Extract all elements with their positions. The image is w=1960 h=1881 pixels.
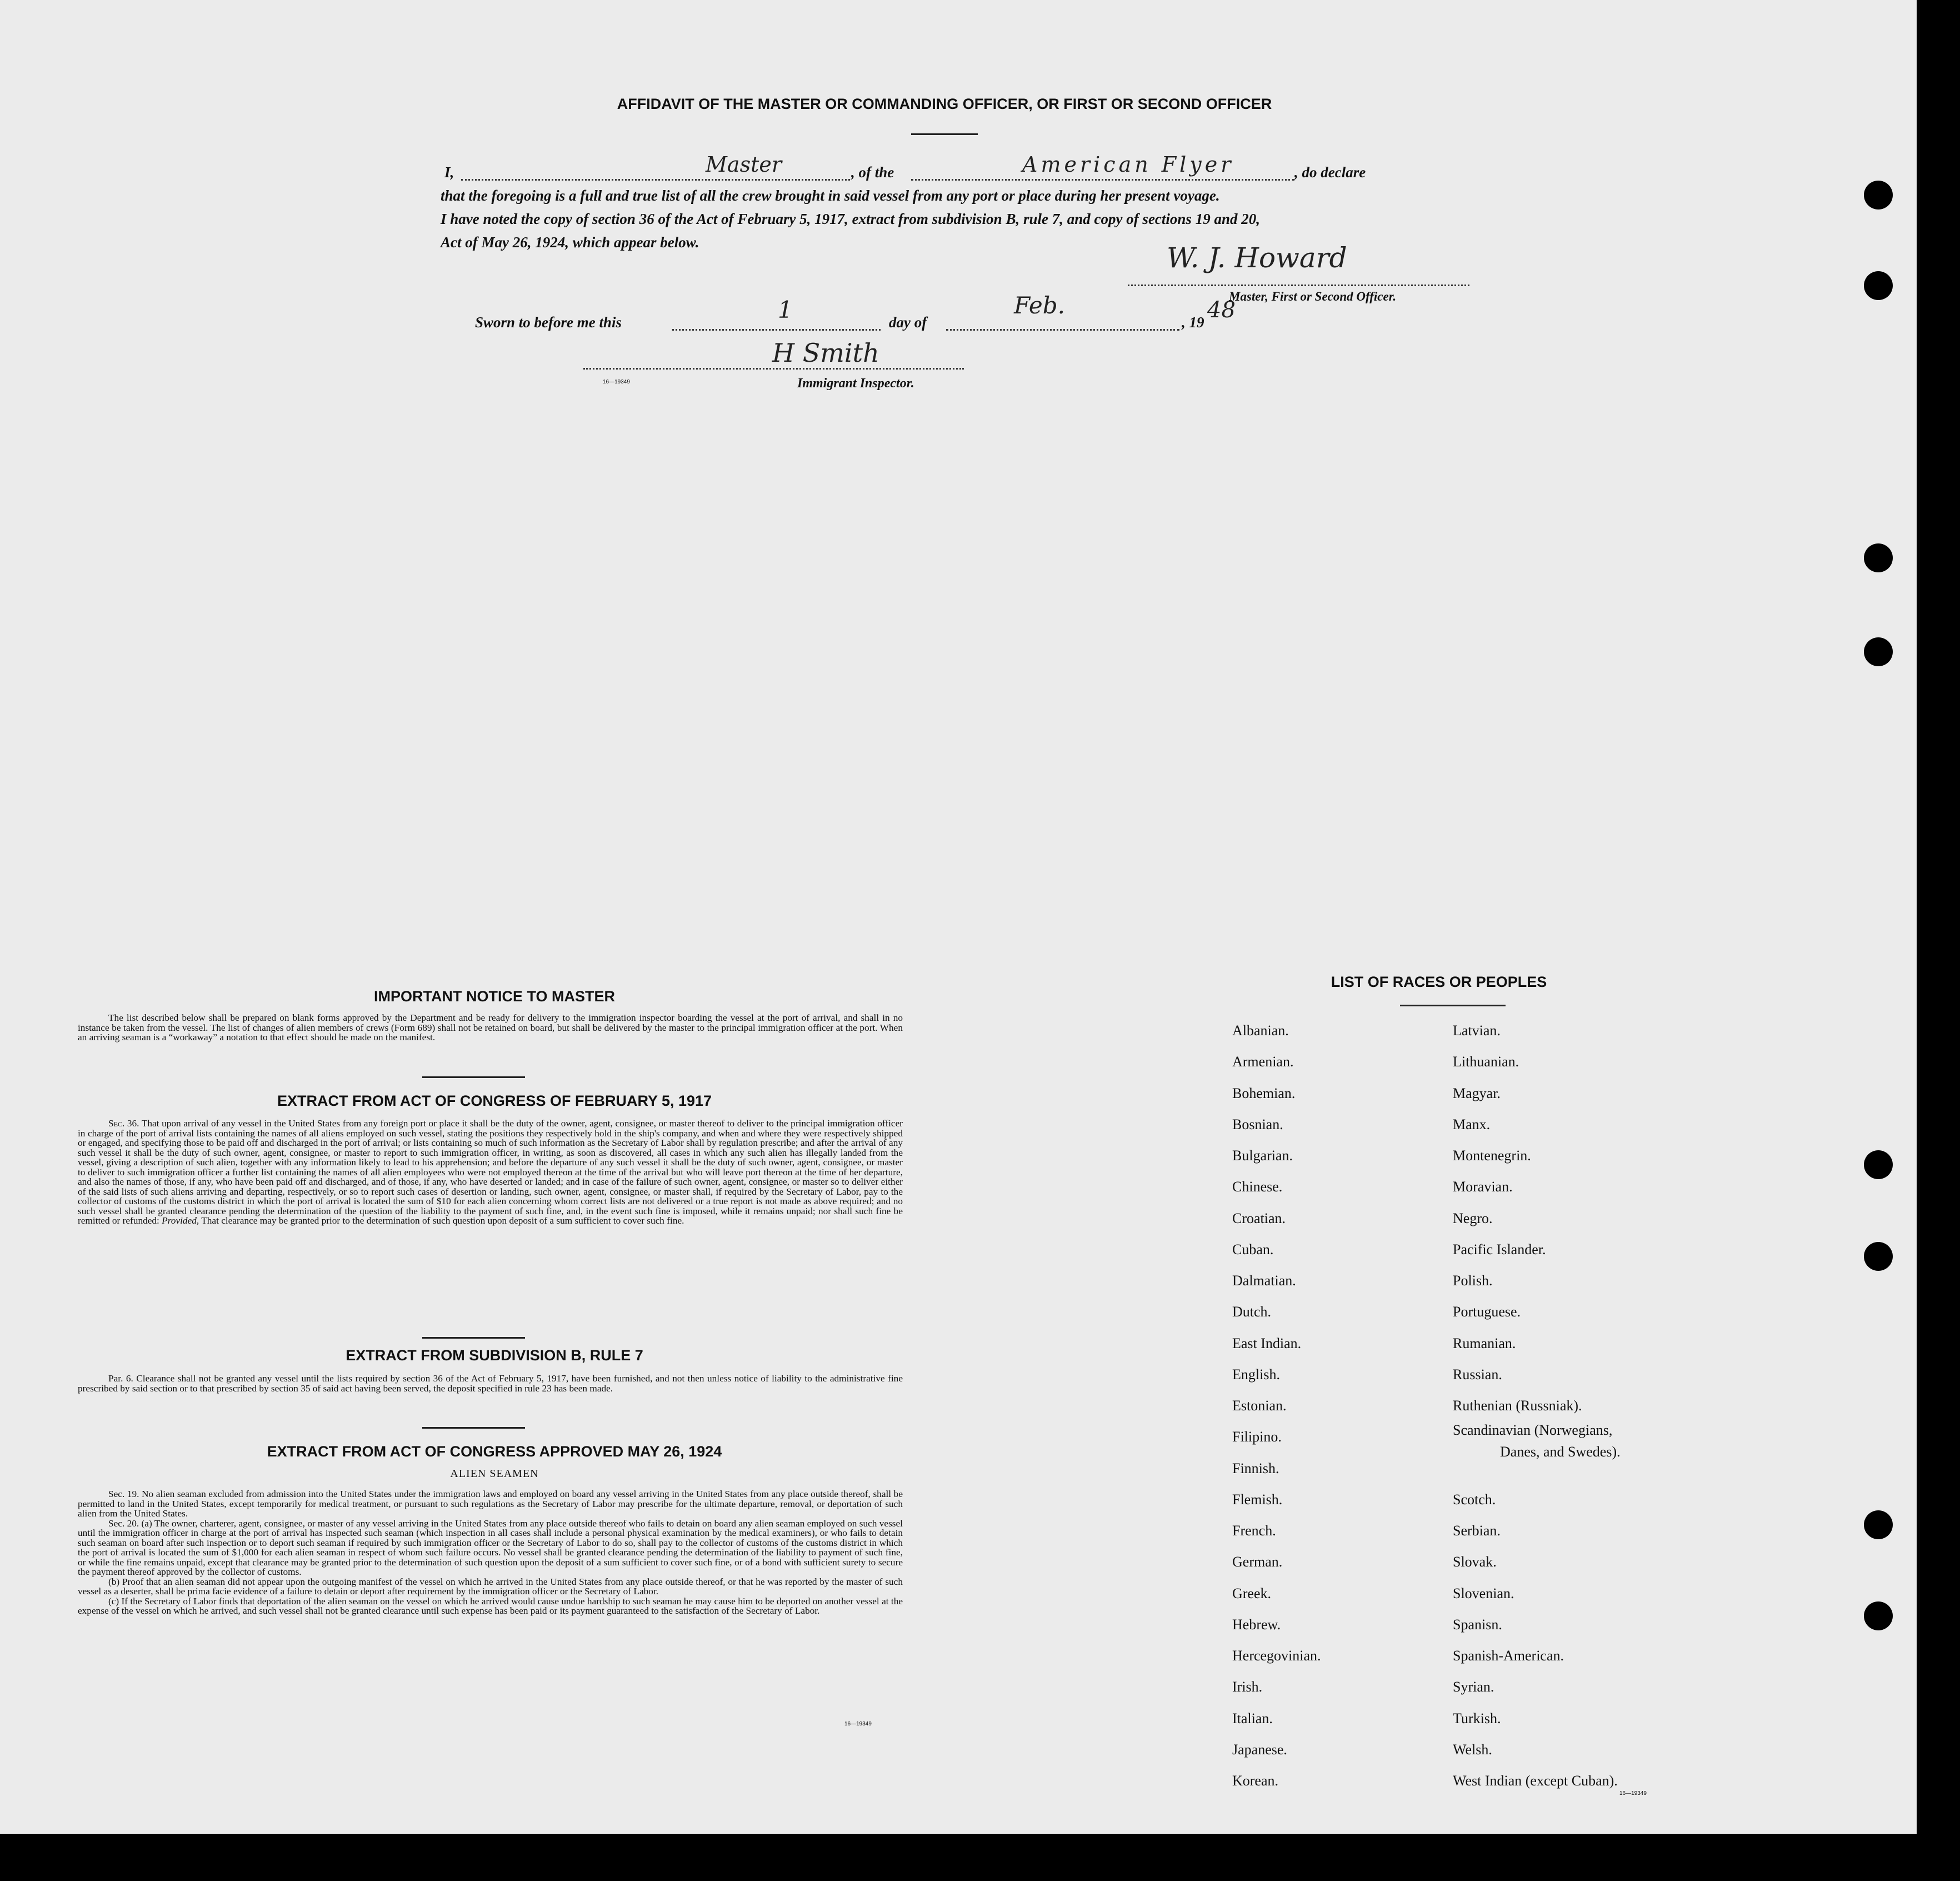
race-item: Russian.	[1453, 1366, 1502, 1383]
race-item: French.	[1232, 1523, 1276, 1539]
affidavit-line2: that the foregoing is a full and true list of all the crew brought in said vessel from any port or place during her present voyage.	[441, 187, 1220, 204]
race-item: Lithuanian.	[1453, 1054, 1519, 1070]
of-the-label: , of the	[851, 164, 894, 181]
name-handwritten: Master	[706, 152, 782, 177]
binder-hole	[1864, 181, 1893, 209]
race-item: Greek.	[1232, 1585, 1272, 1601]
race-item: Ruthenian (Russniak).	[1453, 1398, 1582, 1414]
sec20b-text: (b) Proof that an alien seaman did not appear upon the outgoing manifest of the vessel on which he arrived in the United States from any place outside thereof, or that he was reported by the master of such vessel as a deserter, shall be prima facie evidence of a failure to detain or deport after requirement by the immigration officer or the Secretary of Labor.	[78, 1576, 903, 1596]
sec19-text: Sec. 19. No alien seaman excluded from admission into the United States under the immigration laws and employed on board any vessel arriving in the United States from any place outside thereof, shall be permitted to land in the United States, except temporarily for medical treatment, or pursuant to such regulations as the Secretary of Labor may prescribe for the ultimate departure, removal, or deportation of such alien from the United States.	[78, 1489, 903, 1519]
race-item: Syrian.	[1453, 1679, 1494, 1695]
inspector-signature-line	[583, 368, 964, 370]
rule7-title: EXTRACT FROM SUBDIVISION B, RULE 7	[346, 1347, 643, 1364]
race-item: Rumanian.	[1453, 1335, 1516, 1351]
race-item: Spanish-American.	[1453, 1648, 1564, 1664]
alien-seamen-subtitle: ALIEN SEAMEN	[450, 1468, 539, 1480]
race-item: Korean.	[1232, 1773, 1279, 1789]
sec36-text-b: That clearance may be granted prior to the determination of such question upon deposit of a sum sufficient to cover such fine.	[201, 1215, 684, 1226]
binder-hole	[1864, 1150, 1893, 1179]
extract-1917-body	[78, 1119, 903, 1226]
master-caption: Master, First or Second Officer.	[1229, 290, 1397, 303]
race-item: Scandinavian (Norwegians,	[1453, 1422, 1613, 1439]
sworn-line	[475, 292, 1253, 333]
year-handwritten: 48	[1207, 297, 1236, 323]
race-item: Slovenian.	[1453, 1585, 1514, 1601]
divider	[1400, 1005, 1506, 1006]
vessel-field-line	[911, 179, 1294, 181]
day-of-label: day of	[889, 314, 927, 331]
race-item: Slovak.	[1453, 1554, 1497, 1570]
race-item: Spanisn.	[1453, 1616, 1502, 1633]
race-item: Welsh.	[1453, 1741, 1492, 1758]
race-item: Scotch.	[1453, 1491, 1496, 1508]
extract-1924-body	[78, 1489, 903, 1616]
race-item: Croatian.	[1232, 1210, 1286, 1226]
race-item: West Indian (except Cuban).	[1453, 1773, 1618, 1789]
race-item: Polish.	[1453, 1273, 1493, 1289]
race-item: Portuguese.	[1453, 1304, 1521, 1320]
binder-hole	[1864, 637, 1893, 666]
divider	[422, 1076, 525, 1078]
race-item: Japanese.	[1232, 1741, 1287, 1758]
provided-label: Provided,	[162, 1215, 199, 1226]
inspector-caption: Immigrant Inspector.	[797, 376, 914, 391]
year-prefix: , 19	[1182, 314, 1204, 331]
race-item: Bohemian.	[1232, 1085, 1296, 1101]
race-item: Chinese.	[1232, 1179, 1283, 1195]
inspector-signature: H Smith	[772, 338, 879, 368]
month-handwritten: Feb.	[1014, 292, 1065, 319]
vessel-handwritten: American Flyer	[1022, 152, 1234, 177]
affidavit-line1	[444, 152, 1494, 183]
race-item: Estonian.	[1232, 1398, 1287, 1414]
day-handwritten: 1	[778, 296, 793, 323]
rule7-body: Par. 6. Clearance shall not be granted any vessel until the lists required by section 36 of the Act of February 5, 1917, have been furnished, and not then unless notice of liability to the administrative fine prescribed by said section or to that prescribed by section 35 of said act having been served, the deposit specified in rule 23 has been made.	[78, 1373, 903, 1394]
i-label: I,	[444, 164, 454, 181]
binder-hole	[1864, 543, 1893, 572]
binder-hole	[1864, 1242, 1893, 1271]
notice-body: The list described below shall be prepared on blank forms approved by the Department and be ready for delivery to the immigration inspector boarding the vessel at the port of arrival, and shall in no instance be taken from the vessel. The list of changes of alien members of crews (Form 689) shall not be retained on board, but shall be delivered by the master to the principal immigration officer at the port. When an arriving seaman is a “workaway” a notation to that effect should be made on the manifest.	[78, 1012, 903, 1042]
race-item: Bosnian.	[1232, 1116, 1283, 1132]
races-title: LIST OF RACES OR PEOPLES	[1331, 974, 1547, 990]
affidavit-title: AFFIDAVIT OF THE MASTER OR COMMANDING OFFICER, OR FIRST OR SECOND OFFICER	[617, 96, 1272, 112]
divider	[422, 1337, 525, 1339]
sec20a-text: Sec. 20. (a) The owner, charterer, agent, consignee, or master of any vessel arriving in the United States from any place outside thereof who fails to detain on board any alien seaman employed on such vessel until the immigration officer in charge at the port of arrival has inspected such seaman (which inspection in all cases shall include a personal physical examination by the medical examiners), or who fails to detain such seaman on board after such inspection or to deport such seaman if required by such immigration officer or the Secretary of Labor to do so, shall pay to the collector of customs of the customs district in which the port of arrival is located the sum of $1,000 for each alien seaman in respect of whom such failure occurs. No vessel shall be granted clearance pending the determination of the liability to payment of such fine, or while the fine remains unpaid, except that clearance may be granted prior to the determination of such question upon the deposit of a sum sufficient to cover such fine, or of a bond with sufficient surety to secure the payment thereof approved by the collector of customs.	[78, 1518, 903, 1577]
race-item: Bulgarian.	[1232, 1147, 1293, 1164]
notice-title: IMPORTANT NOTICE TO MASTER	[374, 988, 615, 1005]
race-item: Cuban.	[1232, 1241, 1274, 1258]
race-item: Dalmatian.	[1232, 1273, 1296, 1289]
race-item: Albanian.	[1232, 1022, 1289, 1039]
declare-label: , do declare	[1294, 164, 1366, 181]
race-item: Pacific Islander.	[1453, 1241, 1546, 1258]
race-item: Finnish.	[1232, 1460, 1279, 1476]
form-number: 16—19349	[1619, 1790, 1647, 1797]
day-field-line	[672, 329, 881, 331]
race-item: Armenian.	[1232, 1054, 1294, 1070]
race-item: Negro.	[1453, 1210, 1493, 1226]
form-number: 16—19349	[844, 1721, 872, 1727]
master-signature: W. J. Howard	[1167, 242, 1347, 274]
binder-hole	[1864, 1601, 1893, 1630]
race-item: Turkish.	[1453, 1710, 1501, 1727]
affidavit-line3: I have noted the copy of section 36 of the Act of February 5, 1917, extract from subdivision B, rule 7, and copy of sections 19 and 20,	[441, 211, 1260, 227]
divider	[911, 133, 978, 135]
race-item: Magyar.	[1453, 1085, 1501, 1101]
race-item: Flemish.	[1232, 1491, 1283, 1508]
race-item: Filipino.	[1232, 1429, 1282, 1445]
race-item: Moravian.	[1453, 1179, 1513, 1195]
name-field-line	[461, 179, 850, 181]
sec20c-text: (c) If the Secretary of Labor finds that deportation of the alien seaman on the vessel on which he arrived would cause undue hardship to such seaman he may cause him to be deported on another vessel at the expense of the vessel on which he arrived, and such vessel shall not be granted clearance until such expense has been paid or its payment guaranteed to the satisfaction of the Secretary of Labor.	[78, 1595, 903, 1616]
race-item: Italian.	[1232, 1710, 1273, 1727]
race-item: Hercegovinian.	[1232, 1648, 1321, 1664]
sec36-text-a: That upon arrival of any vessel in the United States from any foreign port or place it shall be the duty of the owner, agent, consignee, or master thereof to deliver to the principal immigration officer in charge of the port of arrival lists containing the names of all aliens employed on such vessel, stating the positions they respectively hold in the ship's company, and when and where they were respectively shipped or engaged, and specifying those to be paid off and discharged in the port of arrival; or lists containing so much of such information as the Secretary of Labor shall by regulation prescribe; and after the arrival of any such vessel it shall be the duty of such owner, agent, consignee, or master to report to such immigration officer, in writing, as soon as discovered, all cases in which any such alien has illegally landed from the vessel, giving a description of such alien, together with any information likely to lead to his apprehension; and before the departure of any such vessel it shall be the duty of such owner, agent, consignee, or master to deliver to such immigration officer a further list containing the names of all alien employees who were not employed thereon at the time of the arrival but who will leave port thereon at the time of her departure, and also the names of those, if any, who have been paid off and discharged, and of those, if any, who have deserted or landed; and in case of the failure of such owner, agent, consignee, or master so to deliver either of the said lists of such aliens arriving and departing, respectively, or so to report such cases of desertion or landing, such owner, agent, consignee, or master shall, if required by the Secretary of Labor, pay to the collector of customs of the customs district in which the port of arrival is located the sum of $10 for each alien concerning whom correct lists are not delivered or a true report is not made as above required; and no such vessel shall be granted clearance pending the determination of the question of the liability to the payment of such fine, and, in the event such fine is imposed, while it remains unpaid; nor shall such fine be remitted or refunded:	[78, 1118, 903, 1226]
sec36-label: Sec. 36.	[108, 1118, 139, 1129]
extract-1917-title: EXTRACT FROM ACT OF CONGRESS OF FEBRUARY 5, 1917	[277, 1092, 712, 1109]
race-item: English.	[1232, 1366, 1280, 1383]
binder-hole	[1864, 271, 1893, 300]
race-item: Montenegrin.	[1453, 1147, 1531, 1164]
race-item: East Indian.	[1232, 1335, 1302, 1351]
race-item: Irish.	[1232, 1679, 1263, 1695]
affidavit-line4: Act of May 26, 1924, which appear below.	[441, 234, 699, 251]
race-item: Dutch.	[1232, 1304, 1272, 1320]
race-item: Manx.	[1453, 1116, 1491, 1132]
extract-1924-title: EXTRACT FROM ACT OF CONGRESS APPROVED MAY 26, 1924	[267, 1443, 722, 1460]
race-item: Serbian.	[1453, 1523, 1501, 1539]
race-item: German.	[1232, 1554, 1283, 1570]
race-item: Hebrew.	[1232, 1616, 1281, 1633]
divider	[422, 1427, 525, 1429]
race-item: Danes, and Swedes).	[1500, 1444, 1621, 1460]
month-field-line	[946, 329, 1179, 331]
race-item: Latvian.	[1453, 1022, 1501, 1039]
sworn-label: Sworn to before me this	[475, 314, 622, 331]
binder-hole	[1864, 1510, 1893, 1539]
form-number: 16—19349	[603, 379, 630, 385]
